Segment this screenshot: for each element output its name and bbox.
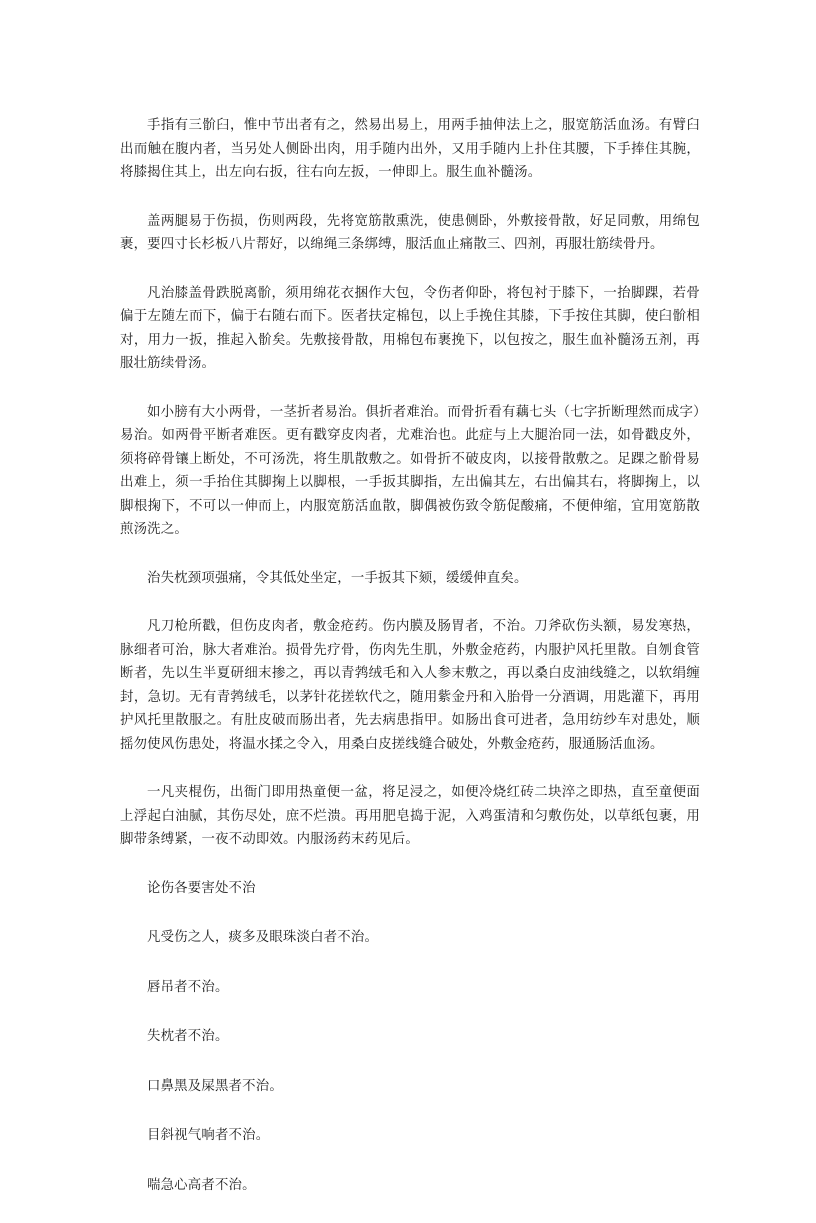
list-item: 凡受伤之人，痰多及眼珠淡白者不治。 bbox=[147, 930, 379, 945]
document-page bbox=[120, 114, 700, 1223]
paragraph-blade-wounds: 凡刀枪所戳，但伤皮肉者，敷金疮药。伤内膜及肠胃者，不治。刀斧砍伤头额，易发寒热，脉细者可治，脉大者难治。损骨先疗骨，伤肉先生肌，外敷金疮药，内服护风托里散。自刎食管断者，先以生半夏研细末掺之，再以青鹁绒毛和入人参末敷之，再以桑白皮油线缝之，以软绢缠封，急切。无有青鹁绒毛，以茅针花搓软代之，随用紫金丹和入胎骨一分酒调，用匙灌下，再用护风托里散服之。有肚皮破而肠出者，先去病患指甲。如肠出食可进者，急用纺纱车对患处，顺摇勿使风伤患处，将温水揉之令入，用桑白皮搓线缝合破处，外敷金疮药，服通肠活血汤。 bbox=[120, 619, 700, 752]
paragraph-kneecap: 凡治膝盖骨跌脱离骱，须用绵花衣捆作大包，令伤者仰卧，将包衬于膝下，一抬脚踝，若骨偏于左随左而下，偏于右随右而下。医者扶定棉包，以上手挽住其膝，下手按住其脚，使臼骱相对，用力一扳，推起入骱矣。先敷接骨散，用棉包布裹挽下，以包按之，服生血补髓汤五剂，再服壮筋续骨汤。 bbox=[120, 285, 700, 371]
list-item: 口鼻黑及屎黑者不治。 bbox=[147, 1078, 283, 1094]
list-item: 喘急心高者不治。 bbox=[147, 1177, 256, 1193]
list-item: 唇吊者不治。 bbox=[147, 979, 229, 995]
section-heading: 论伤各要害处不治 bbox=[147, 880, 256, 896]
paragraph-clamp-injury: 一凡夹棍伤，出衙门即用热童便一盆，将足浸之，如便冷烧红砖二块淬之即热，直至童便面上浮起白油腻，其伤尽处，庶不烂溃。再用肥皂捣于泥，入鸡蛋清和匀敷伤处，以草纸包裹，用脚带条缚紧，一夜不动即效。内服汤药末药见后。 bbox=[120, 785, 700, 847]
list-item: 失枕者不治。 bbox=[147, 1029, 229, 1044]
paragraph-stiff-neck: 治失枕颈项强痛，令其低处坐定，一手扳其下颏，缓缓伸直矣。 bbox=[147, 570, 528, 586]
paragraph-thigh-injury: 盖两腿易于伤损，伤则两段，先将宽筋散熏洗，使患侧卧，外敷接骨散，好足同敷，用绵包裹，要四寸长杉板八片帮好，以绵绳三条绑缚，服活血止痛散三、四剂，再服壮筋续骨丹。 bbox=[120, 213, 700, 252]
paragraph-finger-joint: 手指有三骱臼，惟中节出者有之，然易出易上，用两手抽伸法上之，服宽筋活血汤。有臂臼出而触在腹内者，当另处人侧卧出肉，用手随内出外，又用手随内上扑住其腰，下手捧住其腕，将膝揭住其上，出左向右扳，往右向左扳，一伸即上。服生血补髓汤。 bbox=[120, 118, 700, 180]
list-item: 目斜视气响者不治。 bbox=[147, 1128, 270, 1143]
paragraph-lower-leg: 如小膀有大小两骨，一茎折者易治。俱折者难治。而骨折看有藕七头（七字折断理然而成字）易治。如两骨平断者难医。更有戳穿皮肉者，尤难治也。此症与上大腿治同一法，如骨戳皮外，须将碎骨镶上断处，不可汤洗，将生肌散敷之。如骨折不破皮肉，以接骨散敷之。足踝之骱骨易出难上，须一手抬住其脚掬上以脚根，一手扳其脚指，左出偏其左，右出偏其右，将脚掬上，以脚根掬下，不可以一伸而上，内服宽筋活血散，脚偶被伤致令筋促酸痛，不便伸缩，宜用宽筋散煎汤洗之。 bbox=[120, 404, 700, 537]
